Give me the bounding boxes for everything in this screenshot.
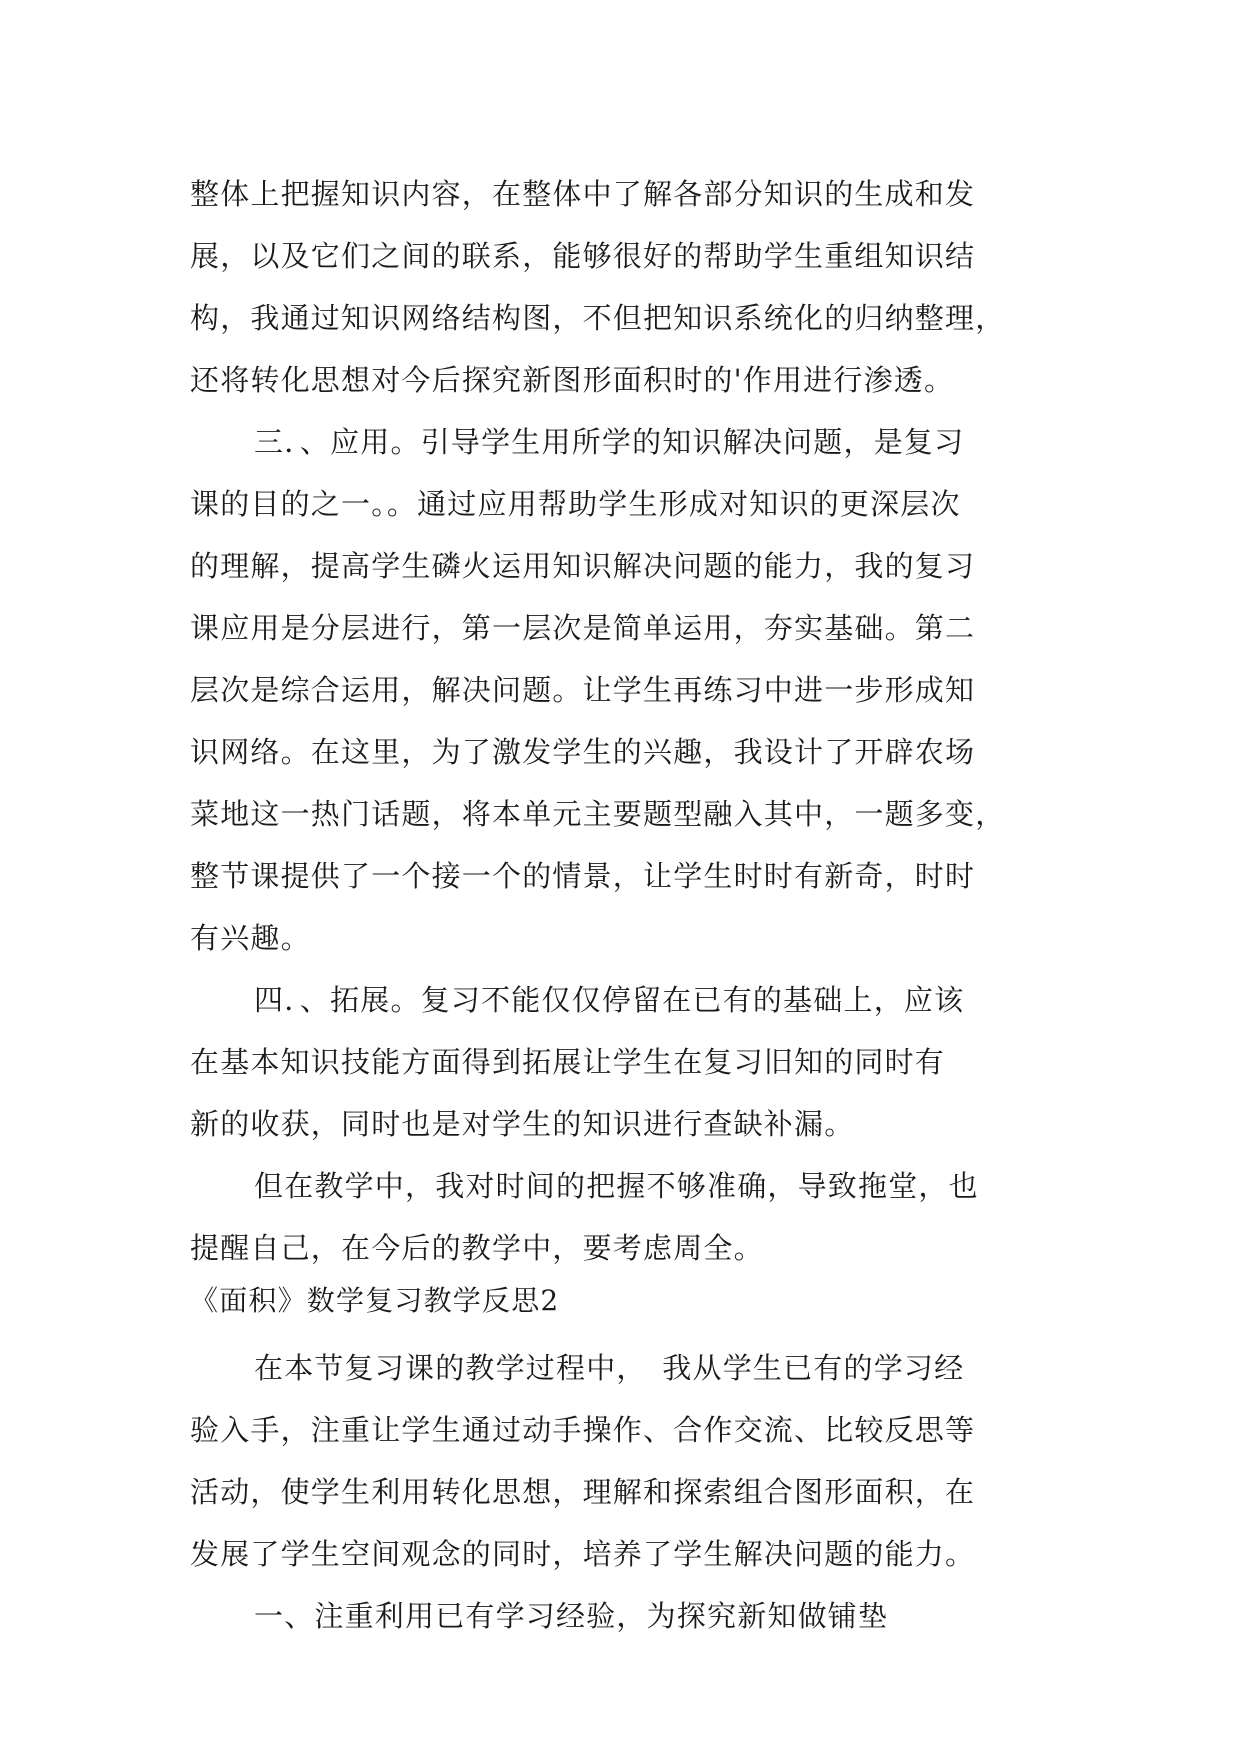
text-line: 展，以及它们之间的联系，能够很好的帮助学生重组知识结 [190, 239, 976, 273]
section-title: 《面积》数学复习教学反思2 [190, 1284, 560, 1317]
text-line: 提醒自己，在今后的教学中，要考虑周全。 [190, 1231, 764, 1265]
text-line: 新的收获，同时也是对学生的知识进行查缺补漏。 [190, 1107, 855, 1141]
text-line: 发展了学生空间观念的同时，培养了学生解决问题的能力。 [190, 1537, 976, 1571]
text-line: 在基本知识技能方面得到拓展让学生在复习旧知的同时有 [190, 1045, 946, 1079]
text-line: 整体上把握知识内容，在整体中了解各部分知识的生成和发 [190, 177, 976, 211]
text-line: 菜地这一热门话题，将本单元主要题型融入其中，一题多变， [190, 797, 1006, 831]
body-text [190, 163, 1070, 1647]
text-line: 课应用是分层进行，第一层次是简单运用，夯实基础。第二 [190, 611, 976, 645]
text-line: 的理解，提高学生磷火运用知识解决问题的能力，我的复习 [190, 549, 976, 583]
text-line: 还将转化思想对今后探究新图形面积时的'作用进行渗透。 [190, 363, 955, 397]
text-line: 识网络。在这里，为了激发学生的兴趣，我设计了开辟农场 [190, 735, 976, 769]
text-line: 有兴趣。 [190, 921, 311, 955]
text-line: 课的目的之一。。通过应用帮助学生形成对知识的更深层次 [190, 487, 961, 521]
subheading-line: 一、注重利用已有学习经验，为探究新知做铺垫 [254, 1599, 889, 1633]
paragraph-start-line: 但在教学中，我对时间的把握不够准确，导致拖堂，也 [254, 1169, 979, 1203]
text-line: 验入手，注重让学生通过动手操作、合作交流、比较反思等 [190, 1413, 976, 1447]
paragraph-start-line: 在本节复习课的教学过程中， 我从学生已有的学习经 [254, 1351, 965, 1385]
paragraph-start-line: 三．、应用。引导学生用所学的知识解决问题，是复习 [254, 425, 965, 459]
text-line: 构，我通过知识网络结构图，不但把知识系统化的归纳整理， [190, 301, 1006, 335]
paragraph-start-line: 四．、拓展。复习不能仅仅停留在已有的基础上，应该 [254, 983, 965, 1017]
text-line: 整节课提供了一个接一个的情景，让学生时时有新奇，时时 [190, 859, 976, 893]
text-line: 活动，使学生利用转化思想，理解和探索组合图形面积，在 [190, 1475, 976, 1509]
text-line: 层次是综合运用，解决问题。让学生再练习中进一步形成知 [190, 673, 976, 707]
